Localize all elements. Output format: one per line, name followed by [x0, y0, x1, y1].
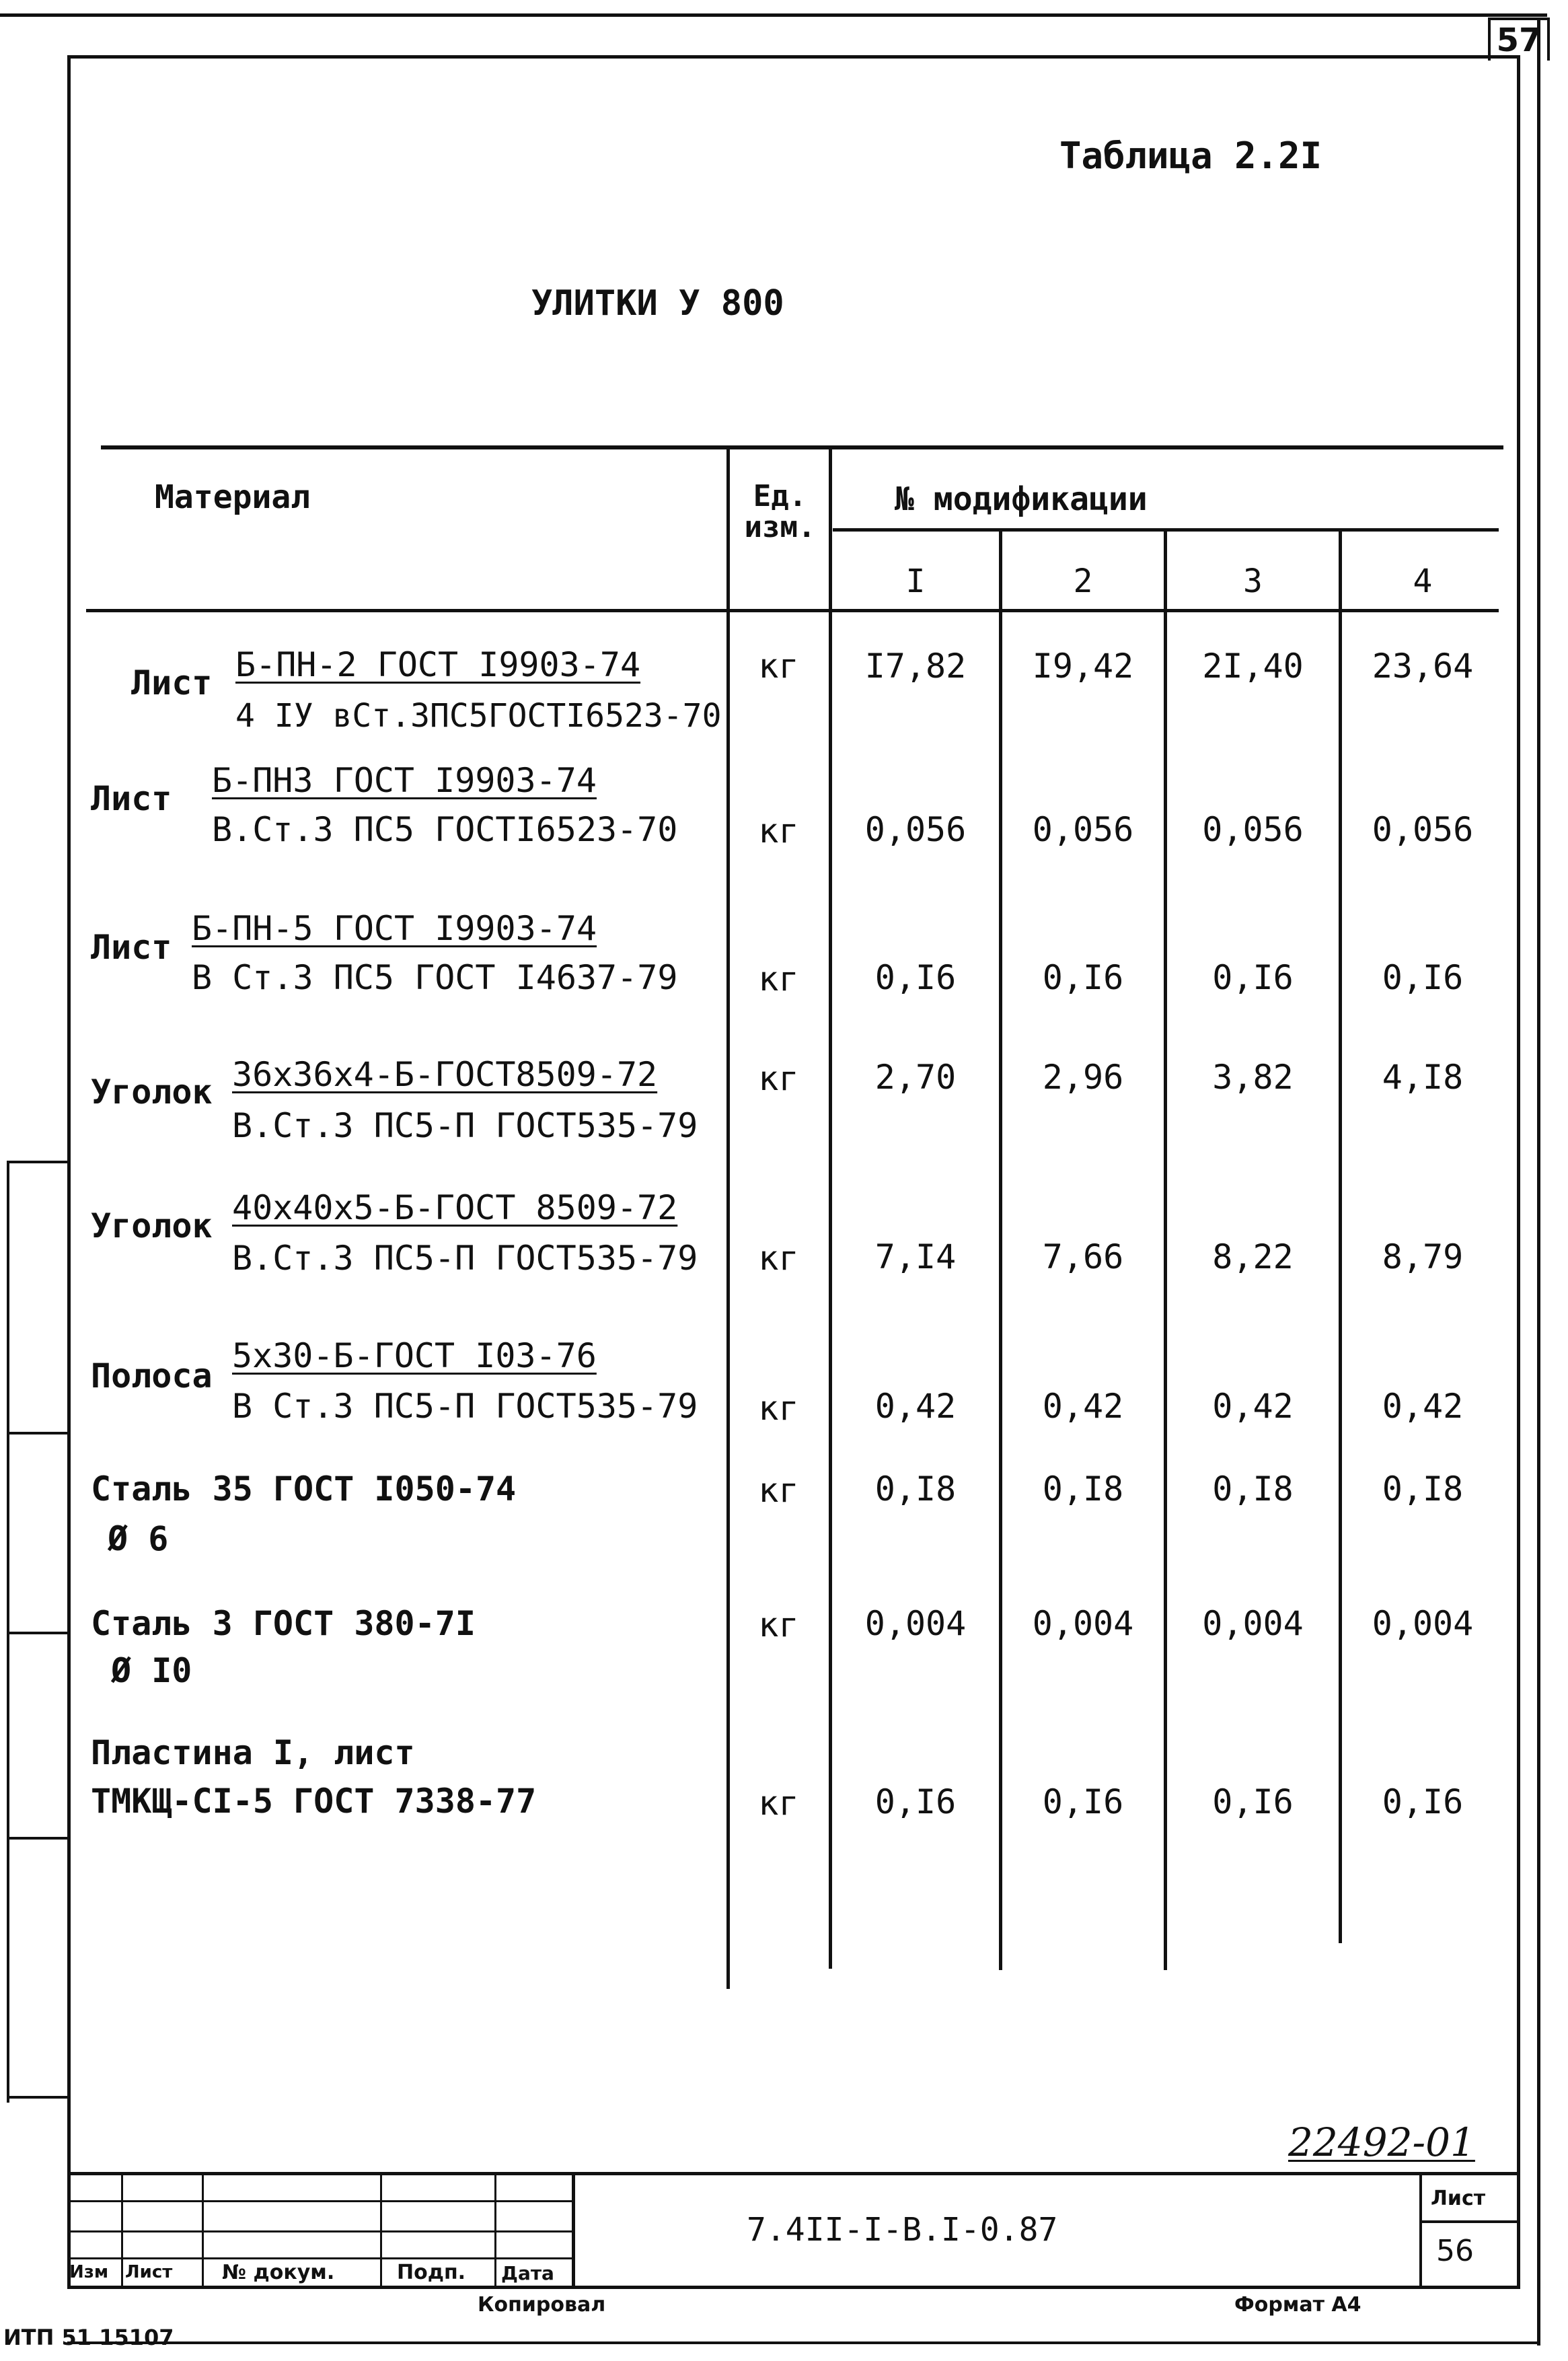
outer-bottom-rule — [67, 2341, 1540, 2344]
stamp-sign: Подп. — [397, 2261, 466, 2284]
row-4-val-2: 2,96 — [1042, 1058, 1124, 1097]
row-6-name: Полоса — [91, 1356, 213, 1395]
row-8-val-4: 0,004 — [1372, 1604, 1474, 1643]
stamp-doc-no: № докум. — [222, 2261, 335, 2284]
row-2-val-3: 0,056 — [1202, 810, 1304, 849]
row-1-val-4: 23,64 — [1372, 647, 1474, 686]
outer-right-rule — [1537, 17, 1540, 2346]
frame-right — [1517, 55, 1520, 2289]
row-9-val-3: 0,I6 — [1212, 1782, 1294, 1821]
row-8-val-2: 0,004 — [1032, 1604, 1134, 1643]
row-5-unit: кг — [758, 1239, 799, 1278]
row-7-unit: кг — [758, 1471, 799, 1510]
row-3-val-3: 0,I6 — [1212, 958, 1294, 997]
row-4-val-3: 3,82 — [1212, 1058, 1294, 1097]
frame-left — [67, 55, 71, 2289]
header-material: Материал — [155, 478, 311, 516]
row-5-val-1: 7,I4 — [874, 1237, 957, 1276]
row-1-val-2: I9,42 — [1032, 647, 1134, 686]
row-2-spec1: Б-ПН3 ГОСТ I9903-74 — [212, 761, 597, 800]
row-4-name: Уголок — [91, 1073, 213, 1112]
header-mod-3: 3 — [1243, 562, 1263, 600]
row-3-spec1: Б-ПН-5 ГОСТ I9903-74 — [192, 909, 597, 948]
row-5-val-4: 8,79 — [1382, 1237, 1464, 1276]
stamp-sheet-rule — [1419, 2220, 1520, 2223]
row-1-val-1: I7,82 — [864, 647, 967, 686]
row-2-val-2: 0,056 — [1032, 810, 1134, 849]
row-8-spec2: Ø I0 — [111, 1651, 192, 1690]
stamp-sep-sheet — [1419, 2172, 1422, 2286]
copied-label: Копировал — [478, 2293, 606, 2317]
page-top-rule — [0, 13, 1547, 17]
table-top-rule — [101, 445, 1503, 449]
margin-rule-3 — [7, 1632, 71, 1634]
margin-rule-1 — [7, 1161, 71, 1163]
document-code: 7.4II-I-В.I-0.87 — [747, 2211, 1058, 2249]
row-8-name: Сталь 3 ГОСТ 380-7I — [91, 1604, 476, 1643]
row-9-name: Пластина I, лист — [91, 1733, 415, 1772]
inventory-number: 22492-01 — [1288, 2119, 1475, 2165]
margin-rule-5 — [7, 2096, 71, 2099]
row-9-val-1: 0,I6 — [874, 1782, 957, 1821]
row-4-unit: кг — [758, 1059, 799, 1098]
margin-rule-4 — [7, 1837, 71, 1840]
stamp-izm: Изм — [69, 2262, 109, 2282]
row-5-spec2: В.Ст.3 ПС5-П ГОСТ535-79 — [232, 1239, 698, 1278]
stamp-date: Дата — [501, 2262, 554, 2284]
row-1-val-3: 2I,40 — [1202, 647, 1304, 686]
row-7-val-4: 0,I8 — [1382, 1469, 1464, 1509]
row-3-name: Лист — [91, 928, 172, 967]
row-5-val-3: 8,22 — [1212, 1237, 1294, 1276]
row-7-val-3: 0,I8 — [1212, 1469, 1294, 1509]
row-1-spec1: Б-ПН-2 ГОСТ I9903-74 — [235, 645, 641, 684]
row-2-spec2: В.Ст.3 ПС5 ГОСТI6523-70 — [212, 810, 678, 849]
footer-code: ИТП 51 15107 — [3, 2325, 174, 2350]
margin-rule-2 — [7, 1432, 71, 1434]
table-label: Таблица 2.2I — [1059, 135, 1322, 177]
stamp-list: Лист — [125, 2262, 173, 2282]
row-7-val-2: 0,I8 — [1042, 1469, 1124, 1509]
header-mod-1: I — [905, 562, 926, 600]
row-7-val-1: 0,I8 — [874, 1469, 957, 1509]
header-unit: Ед. изм. — [744, 479, 816, 545]
format-label: Формат А4 — [1234, 2293, 1361, 2317]
row-4-spec2: В.Ст.3 ПС5-П ГОСТ535-79 — [232, 1106, 698, 1145]
stamp-top-rule — [67, 2172, 1520, 2175]
header-mod-4: 4 — [1413, 562, 1433, 600]
row-6-spec2: В Ст.3 ПС5-П ГОСТ535-79 — [232, 1387, 698, 1426]
row-3-val-4: 0,I6 — [1382, 958, 1464, 997]
row-8-unit: кг — [758, 1605, 799, 1644]
stamp-col-3 — [380, 2172, 382, 2286]
row-3-spec2: В Ст.3 ПС5 ГОСТ I4637-79 — [192, 958, 678, 997]
row-6-val-1: 0,42 — [874, 1387, 957, 1426]
row-3-val-2: 0,I6 — [1042, 958, 1124, 997]
row-6-val-4: 0,42 — [1382, 1387, 1464, 1426]
row-4-val-4: 4,I8 — [1382, 1058, 1464, 1097]
row-6-val-3: 0,42 — [1212, 1387, 1294, 1426]
row-5-spec1: 40х40х5-Б-ГОСТ 8509-72 — [232, 1188, 678, 1227]
stamp-sheet-label: Лист — [1431, 2187, 1486, 2210]
col-sep-4 — [1339, 530, 1342, 1943]
sheet-number: 57 — [1488, 17, 1550, 61]
row-3-val-1: 0,I6 — [874, 958, 957, 997]
row-6-unit: кг — [758, 1389, 799, 1428]
row-9-unit: кг — [758, 1784, 799, 1823]
frame-bottom — [67, 2286, 1520, 2289]
row-1-unit: кг — [758, 647, 799, 686]
stamp-sep-main — [572, 2172, 575, 2286]
header-mod-2: 2 — [1073, 562, 1093, 600]
row-8-val-1: 0,004 — [864, 1604, 967, 1643]
row-6-val-2: 0,42 — [1042, 1387, 1124, 1426]
row-7-name: Сталь 35 ГОСТ I050-74 — [91, 1469, 517, 1509]
row-1-name: Лист — [131, 663, 213, 702]
row-4-val-1: 2,70 — [874, 1058, 957, 1097]
row-2-val-4: 0,056 — [1372, 810, 1474, 849]
row-8-val-3: 0,004 — [1202, 1604, 1304, 1643]
row-9-val-4: 0,I6 — [1382, 1782, 1464, 1821]
stamp-col-2 — [202, 2172, 204, 2286]
row-7-spec2: Ø 6 — [108, 1519, 169, 1558]
page-title: УЛИТКИ У 800 — [531, 283, 784, 324]
row-2-val-1: 0,056 — [864, 810, 967, 849]
row-3-unit: кг — [758, 959, 799, 998]
row-4-spec1: 36х36х4-Б-ГОСТ8509-72 — [232, 1055, 658, 1094]
row-5-name: Уголок — [91, 1206, 213, 1245]
row-5-val-2: 7,66 — [1042, 1237, 1124, 1276]
row-2-unit: кг — [758, 811, 799, 850]
header-mod-label: № модификации — [895, 480, 1148, 518]
row-9-spec2: ТМКЩ-СI-5 ГОСТ 7338-77 — [91, 1782, 537, 1821]
stamp-sheet-value: 56 — [1436, 2234, 1474, 2268]
frame-top — [67, 55, 1520, 59]
stamp-col-4 — [494, 2172, 496, 2286]
row-9-val-2: 0,I6 — [1042, 1782, 1124, 1821]
stamp-col-1 — [121, 2172, 123, 2286]
row-2-name: Лист — [91, 779, 172, 818]
row-6-spec1: 5х30-Б-ГОСТ I03-76 — [232, 1336, 597, 1375]
row-1-spec2: 4 IУ вСт.3ПС5ГОСТI6523-70 — [235, 697, 722, 735]
header-bottom-rule — [86, 609, 1499, 612]
